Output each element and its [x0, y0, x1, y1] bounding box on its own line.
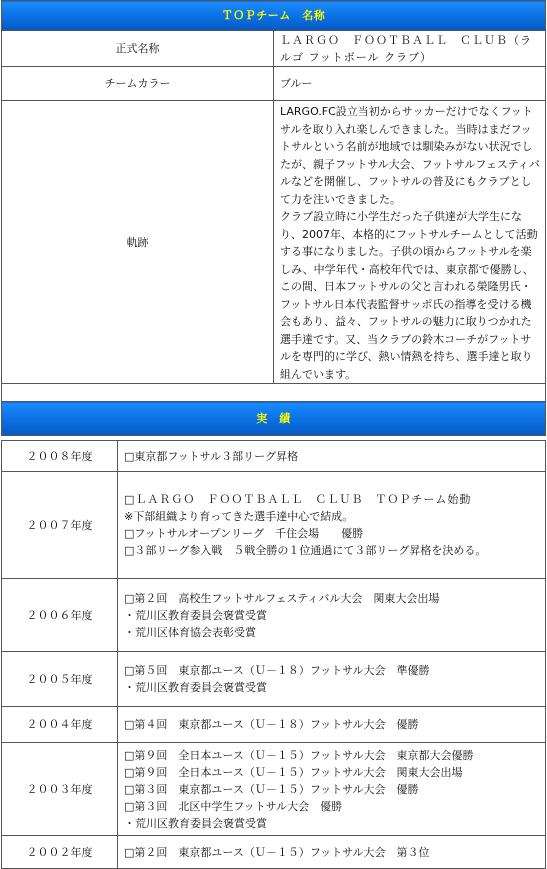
achievement-item: □第３回 東京都ユース（Ｕ－１５）フットサル大会 優勝 — [124, 782, 419, 796]
achievement-item: ・荒川区体育協会表彰受賞 — [124, 625, 256, 639]
achievement-item: ・荒川区教育委員会褒賞受賞 — [124, 816, 267, 830]
official-name-value: ＬＡＲＧＯ ＦＯＯＴＢＡＬＬ ＣＬＵＢ（ラルゴ フットボール クラブ） — [274, 31, 546, 67]
achievement-row-2006 — [2, 579, 546, 652]
achievement-row-2008 — [2, 441, 546, 472]
history-paragraph: LARGO.FC設立当初からサッカーだけでなくフットサルを取り入れ楽しんできました。当時はまだフットサルという名前が地域では馴染みがない状況でしたが、親子フットサル大会、フットサルフェスティバルなどを開催し、フットサルの普及にもクラブとして力を注いできました。 — [280, 105, 540, 206]
achievement-item: ・荒川区教育委員会褒賞受賞 — [124, 608, 267, 622]
achievement-item: □第２回 高校生フットサルフェスティバル大会 関東大会出場 — [124, 591, 440, 605]
achievements-table — [1, 440, 546, 869]
history-label: 軌跡 — [2, 101, 274, 384]
history-value — [274, 101, 546, 384]
spacer-row — [2, 384, 546, 402]
achievement-item: □第５回 東京都ユース（Ｕ－１８）フットサル大会 準優勝 — [124, 664, 430, 677]
profile-header: ＴＯＰチーム 名称 — [2, 1, 546, 31]
achievement-list — [118, 652, 546, 707]
achievement-list — [118, 472, 546, 579]
achievement-list — [118, 836, 546, 869]
year-label: ２００４年度 — [2, 707, 118, 743]
achievement-row-2004 — [2, 707, 546, 743]
team-color-value: ブルー — [274, 67, 546, 101]
history-paragraph: クラブ設立時に小学生だった子供達が大学生になり、2007年、本格的にフットサルチームとして活動する事になりました。子供の頃からフットサルを楽しみ、中学年代・高校年代では、東京都で優勝し、この間、日本フットサルの父と言われる榮隆男氏・フットサル日本代表監督サッポ氏の指導を受ける機会もあり、益々、フットサルの魅力に取りつかれた選手達です。又、当クラブの鈴木コーチがフットサルを専門的に学び、熱い情熱を持ち、選手達と取り組んでいます。 — [280, 210, 538, 381]
row-team-color — [2, 67, 546, 101]
achievement-item: □第３回 北区中学生フットサル大会 優勝 — [124, 799, 343, 813]
achievement-row-2003 — [2, 743, 546, 836]
achievement-row-2002 — [2, 836, 546, 869]
achievement-item: □第９回 全日本ユース（Ｕ－１５）フットサル大会 関東大会出場 — [124, 765, 463, 779]
achievement-list — [118, 441, 546, 472]
achievement-item: □第２回 東京都ユース（Ｕ－１５）フットサル大会 第３位 — [124, 845, 430, 859]
achievement-list — [118, 707, 546, 743]
year-label: ２００６年度 — [2, 579, 118, 652]
achievement-row-2007 — [2, 472, 546, 579]
achievement-list — [118, 579, 546, 652]
achievement-item: □東京都フットサル３部リーグ昇格 — [124, 449, 299, 463]
achievement-item: □３部リーグ参入戦 ５戦全勝の１位通過にて３部リーグ昇格を決める。 — [124, 544, 487, 557]
achievement-item: □ＬＡＲＧＯ ＦＯＯＴＢＡＬＬ ＣＬＵＢ ＴＯＰチーム始動 — [124, 493, 472, 506]
achievement-item: □第４回 東京都ユース（Ｕ－１８）フットサル大会 優勝 — [124, 718, 419, 731]
row-official-name — [2, 31, 546, 67]
achievement-item: ※下部組織より育ってきた選手達中心で結成。 — [124, 510, 354, 523]
achievement-row-2005 — [2, 652, 546, 707]
achievement-list — [118, 743, 546, 836]
year-label: ２００８年度 — [2, 441, 118, 472]
achievements-header: 実 績 — [2, 402, 546, 436]
year-label: ２００３年度 — [2, 743, 118, 836]
row-history — [2, 101, 546, 384]
team-color-label: チームカラー — [2, 67, 274, 101]
year-label: ２００２年度 — [2, 836, 118, 869]
achievement-item: □フットサルオープンリーグ 千住会場 優勝 — [124, 527, 364, 540]
official-name-label: 正式名称 — [2, 31, 274, 67]
profile-table — [1, 0, 546, 436]
achievement-item: □第９回 全日本ユース（Ｕ－１５）フットサル大会 東京都大会優勝 — [124, 748, 474, 762]
achievement-item: ・荒川区教育委員会褒賞受賞 — [124, 681, 267, 694]
year-label: ２００５年度 — [2, 652, 118, 707]
year-label: ２００７年度 — [2, 472, 118, 579]
